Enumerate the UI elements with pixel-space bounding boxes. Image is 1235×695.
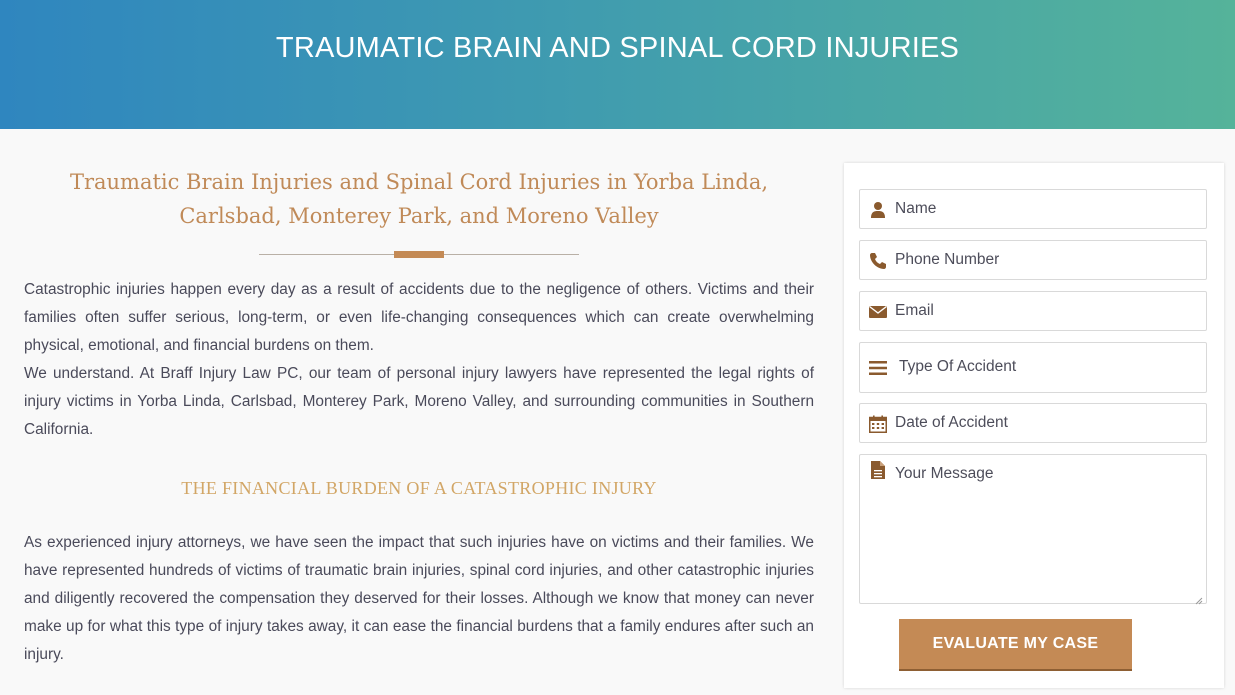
email-field[interactable]	[859, 291, 1207, 331]
heading-divider	[259, 250, 579, 260]
calendar-icon	[869, 415, 887, 433]
user-icon	[869, 201, 887, 219]
main-heading: Traumatic Brain Injuries and Spinal Cord Injuries in Yorba Linda, Carlsbad, Monterey Park, and Moreno Valley	[69, 170, 769, 228]
name-placeholder: Name	[895, 200, 937, 217]
list-icon	[869, 359, 887, 377]
resize-handle[interactable]	[1195, 592, 1203, 600]
divider-accent	[394, 251, 444, 258]
experience-paragraph: As experienced injury attorneys, we have seen the impact that such injuries have on victims and their families. We have represented hundreds of victims of traumatic brain injuries, spinal cord injuries, and other catastrophic injuries and diligently recovered the compensation they deserved for their losses. Although we know that money can never make up for what this type of injury takes away, it can ease the financial burdens that a family endures after such an injury.	[24, 534, 814, 663]
case-evaluation-form	[844, 163, 1224, 688]
phone-placeholder: Phone Number	[895, 251, 1000, 268]
message-textarea[interactable]	[859, 454, 1207, 604]
page-banner	[0, 0, 1235, 129]
phone-number-field[interactable]	[859, 240, 1207, 280]
envelope-icon	[869, 303, 887, 321]
email-placeholder: Email	[895, 302, 934, 319]
intro-paragraph: Catastrophic injuries happen every day as a result of accidents due to the negligence of others. Victims and their families often suffer serious, long-term, or even life-changing consequences which can create overwhelming physical, emotional, and financial burdens on them.	[24, 281, 814, 354]
type-of-accident-placeholder: Type Of Accident	[899, 358, 1017, 375]
date-placeholder: Date of Accident	[895, 414, 1008, 431]
phone-icon	[869, 252, 887, 270]
message-placeholder: Your Message	[895, 465, 994, 482]
understand-paragraph: We understand. At Braff Injury Law PC, our team of personal injury lawyers have represented the legal rights of injury victims in Yorba Linda, Carlsbad, Monterey Park, Moreno Valley, and surrounding communities in Southern California.	[24, 365, 814, 438]
evaluate-my-case-button[interactable]: EVALUATE MY CASE	[899, 619, 1132, 671]
financial-burden-heading: THE FINANCIAL BURDEN OF A CATASTROPHIC INJURY	[181, 478, 657, 498]
date-of-accident-field[interactable]	[859, 403, 1207, 443]
name-field[interactable]	[859, 189, 1207, 229]
document-icon	[869, 461, 887, 479]
banner-title: TRAUMATIC BRAIN AND SPINAL CORD INJURIES	[275, 32, 960, 64]
type-of-accident-select[interactable]	[859, 342, 1207, 393]
main-content	[24, 165, 814, 669]
